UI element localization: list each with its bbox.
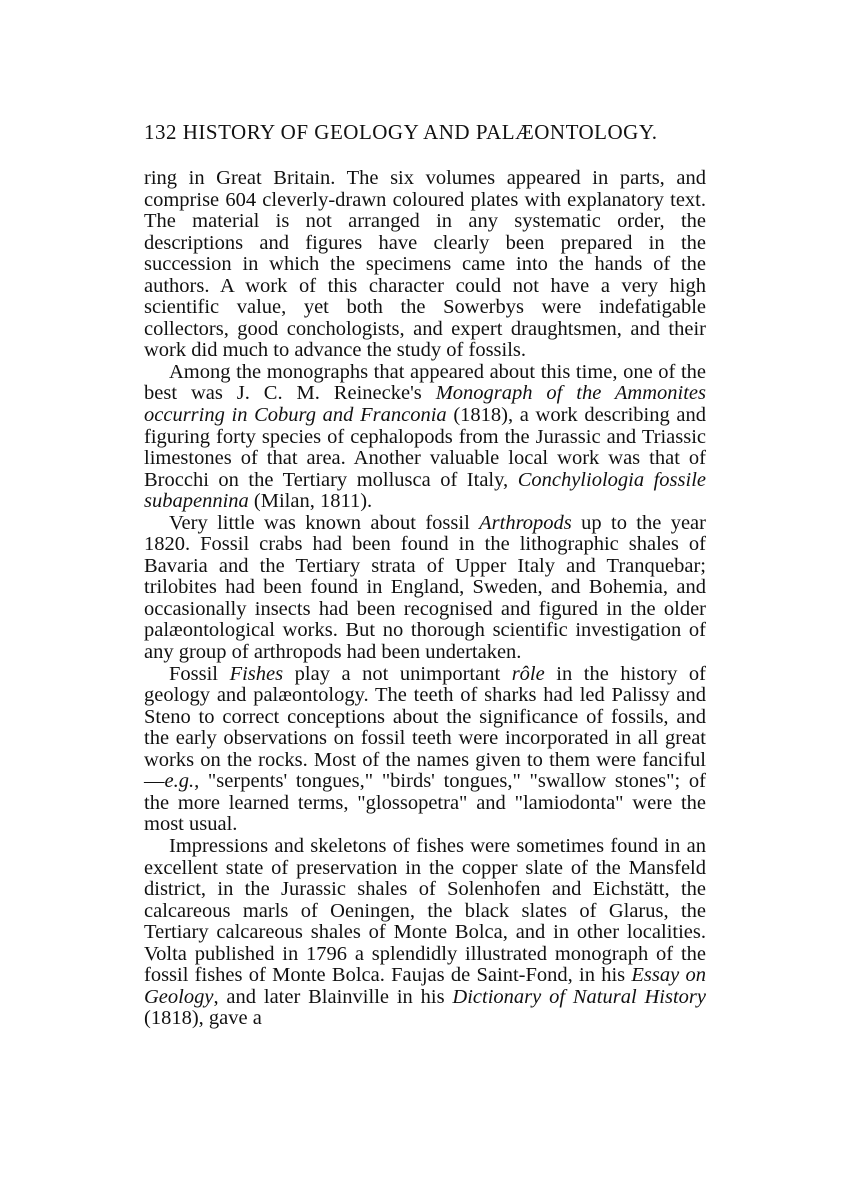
paragraph-arthropods xyxy=(144,513,706,664)
text-run: in the history of geology and palæontology. The teeth of sharks had led Palissy and Steno to correct conceptions about the significance of fossils, and the early observations on fossil teeth were incorporated in all great works on the rocks. Most of the names given to them were fanciful— xyxy=(144,662,706,793)
text-run: (Milan, 1811). xyxy=(248,490,373,513)
text-run: Impressions and skeletons of fishes were sometimes found in an excellent state of preservation in the copper slate of the Mansfeld district, in the Jurassic shales of Solenhofen and Eichstätt, the calcareous marls of Oeningen, the black slates of Glarus, the Tertiary calcareous shales of Monte Bolca, and in other localities. Volta published in 1796 a splendidly illustrated monograph of the fossil fishes of Monte Bolca. Faujas de Saint-Fond, in his xyxy=(144,834,706,987)
running-header xyxy=(144,120,724,145)
running-title: HISTORY OF GEOLOGY AND PALÆONTOLOGY. xyxy=(182,120,658,144)
italic-term: Fishes xyxy=(229,662,284,685)
text-run: Fossil xyxy=(169,662,230,685)
text-run: (1818), a work describing and figuring forty species of cephalopods from the Jurassic and Triassic limestones of that area. Another valuable local work was that of Brocchi on the Tertiary mollusca of Italy, xyxy=(144,404,706,491)
page-number: 132 xyxy=(144,120,177,144)
italic-term: rôle xyxy=(511,662,545,685)
paragraph-fishes xyxy=(144,664,706,836)
text-run: , "serpents' tongues," "birds' tongues," "swallow stones"; of the more learned terms, "glossopetra" and "lamiodonta" were the most usual. xyxy=(144,770,706,836)
italic-title: Conchyliologia fossile subapennina xyxy=(144,468,706,513)
italic-title: Essay on Geology xyxy=(144,964,706,1008)
body-text xyxy=(144,168,706,1030)
italic-title: Dictionary of Natural History xyxy=(452,985,707,1008)
paragraph-monographs xyxy=(144,362,706,513)
text-run: up to the year 1820. Fossil crabs had been found in the lithographic shales of Bavaria and the Tertiary strata of Upper Italy and Tranquebar; trilobites had been found in England, Sweden, and Bohemia, and occasionally insects had been recognised and figured in the older palæontological works. But no thorough scientific investigation of any group of arthropods had been undertaken. xyxy=(144,511,706,664)
paragraph-sowerby xyxy=(144,168,706,362)
text-run: Very little was known about fossil xyxy=(169,511,480,534)
text-run: play a not unimportant xyxy=(283,662,512,685)
italic-term: Arthropods xyxy=(479,511,572,534)
text-run: , and later Blainville in his xyxy=(213,985,453,1008)
paragraph-impressions xyxy=(144,836,706,1030)
italic-title: Monograph of the Ammonites occurring in Coburg and Franconia xyxy=(144,382,707,427)
text-run: (1818), gave a xyxy=(144,1007,262,1030)
italic-term: e.g. xyxy=(164,770,195,793)
text-run: Among the monographs that appeared about this time, one of the best was J. C. M. Reinecke's xyxy=(144,360,706,405)
text-run: ring in Great Britain. The six volumes appeared in parts, and comprise 604 cleverly-drawn coloured plates with explanatory text. The material is not arranged in any systematic order, the descriptions and figures have clearly been prepared in the succession in which the specimens came into the hands of the authors. A work of this character could not have a very high scientific value, yet both the Sowerbys were indefatigable collectors, good conchologists, and expert draughtsmen, and their work did much to advance the study of fossils. xyxy=(144,167,706,362)
